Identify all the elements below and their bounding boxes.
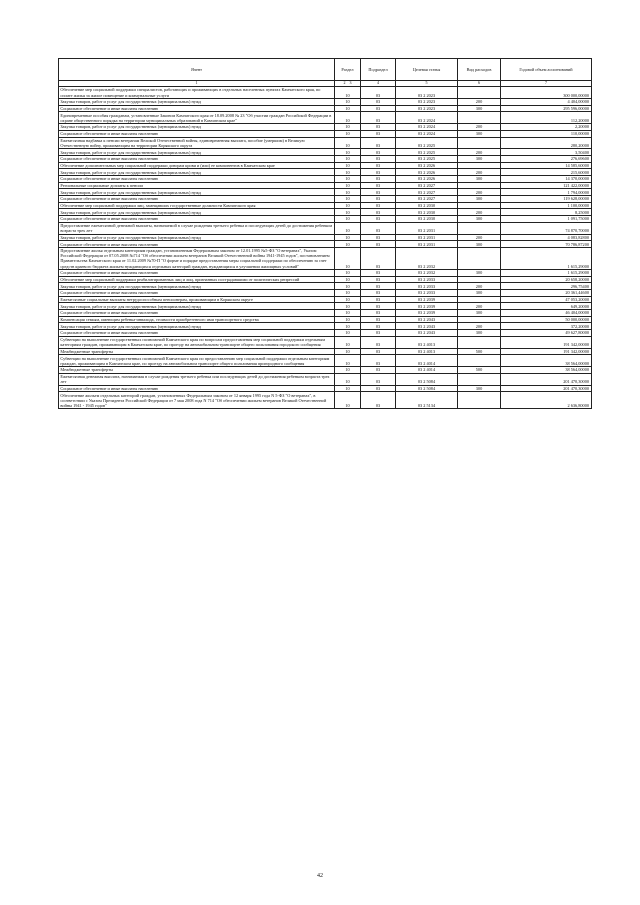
table-row	[59, 202, 592, 209]
row-expense-type-cell: 300	[458, 176, 501, 183]
row-name-cell: Закупка товаров, работ и услуг для государственных (муниципальных) нужд	[59, 124, 335, 131]
row-name-cell: Закупка товаров, работ и услуг для государственных (муниципальных) нужд	[59, 303, 335, 310]
header-row	[59, 59, 592, 81]
row-amount-cell: 215,60000	[501, 169, 592, 176]
row-razdel-cell: 10	[335, 234, 361, 241]
row-amount-cell: 2,20000	[501, 124, 592, 131]
row-razdel-cell: 10	[335, 316, 361, 323]
row-razdel-cell: 10	[335, 385, 361, 392]
row-expense-type-cell	[458, 336, 501, 348]
row-expense-type-cell: 300	[458, 269, 501, 276]
row-podrazdel-cell: 03	[361, 176, 396, 183]
row-podrazdel-cell: 03	[361, 162, 396, 169]
row-name-cell: Социальное обеспечение и иные выплаты населению	[59, 290, 335, 297]
row-target-article-cell: 03 2 2033	[396, 276, 458, 283]
header-razdel: Раздел	[335, 59, 361, 81]
row-podrazdel-cell: 03	[361, 316, 396, 323]
row-expense-type-cell	[458, 248, 501, 270]
row-razdel-cell: 10	[335, 98, 361, 105]
row-target-article-cell: 03 2 2025	[396, 155, 458, 162]
row-expense-type-cell: 300	[458, 330, 501, 337]
row-podrazdel-cell: 03	[361, 169, 396, 176]
row-podrazdel-cell: 03	[361, 392, 396, 409]
row-target-article-cell: 03 2 2039	[396, 310, 458, 317]
table-body	[59, 80, 592, 409]
row-target-article-cell: 03 2 2026	[396, 176, 458, 183]
row-target-article-cell: 03 2 2033	[396, 283, 458, 290]
row-podrazdel-cell: 03	[361, 196, 396, 203]
row-podrazdel-cell: 03	[361, 330, 396, 337]
row-podrazdel-cell: 03	[361, 290, 396, 297]
row-name-cell: Социальное обеспечение и иные выплаты населению	[59, 155, 335, 162]
row-razdel-cell: 10	[335, 248, 361, 270]
row-name-cell: Социальное обеспечение и иные выплаты населению	[59, 241, 335, 248]
row-name-cell: Социальное обеспечение и иные выплаты населению	[59, 176, 335, 183]
row-amount-cell: 191 342,00000	[501, 336, 592, 348]
header-annual-amount: Годовой объем ассигнований	[501, 59, 592, 81]
table-row	[59, 87, 592, 99]
table-row	[59, 367, 592, 374]
table-row	[59, 310, 592, 317]
row-razdel-cell: 10	[335, 330, 361, 337]
row-amount-cell: 20 658,20000	[501, 276, 592, 283]
row-target-article-cell: 03 2 2030	[396, 202, 458, 209]
row-name-cell: Межбюджетные трансферты	[59, 367, 335, 374]
row-amount-cell: 1 100,00000	[501, 202, 592, 209]
row-razdel-cell: 10	[335, 336, 361, 348]
row-razdel-cell: 10	[335, 310, 361, 317]
row-target-article-cell: 03 2 5134	[396, 392, 458, 409]
row-target-article-cell: 03 2 2026	[396, 162, 458, 169]
row-amount-cell: 3,50400	[501, 149, 592, 156]
table-row	[59, 276, 592, 283]
row-amount-cell: 201 470,30000	[501, 373, 592, 385]
table-row	[59, 373, 592, 385]
row-razdel-cell: 10	[335, 222, 361, 234]
row-name-cell: Социальное обеспечение и иные выплаты населению	[59, 130, 335, 137]
row-amount-cell: 191 342,00000	[501, 348, 592, 355]
row-razdel-cell: 10	[335, 296, 361, 303]
row-razdel-cell: 10	[335, 130, 361, 137]
page-number: 42	[317, 873, 323, 879]
header-target-article: Целевая статья	[396, 59, 458, 81]
table-row	[59, 169, 592, 176]
row-amount-cell: 276,69600	[501, 155, 592, 162]
row-amount-cell: 47 053,20000	[501, 296, 592, 303]
table-row	[59, 216, 592, 223]
table-row	[59, 149, 592, 156]
row-name-cell: Ежемесячные социальные выплаты нетрудоспособным пенсионерам, проживающим в Корякском округе	[59, 296, 335, 303]
row-name-cell: Обеспечение мер социальной поддержки лиц, замещавших государственные должности Камчатского края	[59, 202, 335, 209]
row-name-cell: Закупка товаров, работ и услуг для государственных (муниципальных) нужд	[59, 98, 335, 105]
row-expense-type-cell	[458, 202, 501, 209]
row-amount-cell: 14 370,00000	[501, 176, 592, 183]
row-amount-cell: 4 083,82800	[501, 234, 592, 241]
row-podrazdel-cell: 03	[361, 296, 396, 303]
header-expense-type: Вид расходов	[458, 59, 501, 81]
row-target-article-cell: 03 2 2039	[396, 296, 458, 303]
row-amount-cell: 1 794,00000	[501, 189, 592, 196]
row-name-cell: Компенсация семьям, имеющим ребенка-инвалида, стоимости приобретенного ими транспортного средства	[59, 316, 335, 323]
row-expense-type-cell: 500	[458, 367, 501, 374]
row-name-cell: Ежемесячная денежная выплата, назначаемая в случае рождения третьего ребенка или последующих детей до достижения ребенком возраста трех лет	[59, 373, 335, 385]
column-number: 4	[361, 80, 396, 87]
row-podrazdel-cell: 03	[361, 367, 396, 374]
row-name-cell: Закупка товаров, работ и услуг для государственных (муниципальных) нужд	[59, 209, 335, 216]
row-target-article-cell: 03 2 4014	[396, 367, 458, 374]
row-expense-type-cell: 200	[458, 189, 501, 196]
row-target-article-cell: 03 2 2031	[396, 234, 458, 241]
column-number: 1	[59, 80, 335, 87]
row-expense-type-cell: 200	[458, 98, 501, 105]
row-expense-type-cell	[458, 112, 501, 124]
row-razdel-cell: 10	[335, 323, 361, 330]
row-name-cell: Региональные социальные доплаты к пенсии	[59, 182, 335, 189]
row-target-article-cell: 03 2 4013	[396, 336, 458, 348]
row-target-article-cell: 03 2 2027	[396, 196, 458, 203]
row-amount-cell: 1 091,75000	[501, 216, 592, 223]
row-razdel-cell: 10	[335, 348, 361, 355]
row-target-article-cell: 03 2 5084	[396, 373, 458, 385]
row-podrazdel-cell: 03	[361, 348, 396, 355]
column-number: 6	[458, 80, 501, 87]
row-expense-type-cell: 200	[458, 234, 501, 241]
table-row	[59, 336, 592, 348]
row-expense-type-cell	[458, 373, 501, 385]
row-podrazdel-cell: 03	[361, 155, 396, 162]
table-row	[59, 316, 592, 323]
row-name-cell: Обеспечение мер социальной поддержки реабилитированных лиц и лиц, признанных пострадавшими от политических репрессий	[59, 276, 335, 283]
row-expense-type-cell: 300	[458, 310, 501, 317]
table-row	[59, 196, 592, 203]
row-podrazdel-cell: 03	[361, 276, 396, 283]
row-razdel-cell: 10	[335, 303, 361, 310]
row-expense-type-cell	[458, 162, 501, 169]
row-amount-cell: 20 361,44600	[501, 290, 592, 297]
row-podrazdel-cell: 03	[361, 130, 396, 137]
row-target-article-cell: 03 2 2032	[396, 269, 458, 276]
row-razdel-cell: 10	[335, 196, 361, 203]
table-row	[59, 355, 592, 367]
budget-table-sheet	[58, 58, 591, 409]
row-razdel-cell: 10	[335, 276, 361, 283]
table-row	[59, 209, 592, 216]
table-row	[59, 392, 592, 409]
row-expense-type-cell	[458, 316, 501, 323]
row-razdel-cell: 10	[335, 269, 361, 276]
row-podrazdel-cell: 03	[361, 87, 396, 99]
row-amount-cell: 121 422,00000	[501, 182, 592, 189]
row-amount-cell: 1 615,29000	[501, 248, 592, 270]
table-row	[59, 323, 592, 330]
row-name-cell: Предоставление ежемесячной денежной выплаты, назначаемой в случае рождения третьего ребенка и последующих детей до достижения ребенком возраста трех лет	[59, 222, 335, 234]
table-row	[59, 189, 592, 196]
row-podrazdel-cell: 03	[361, 98, 396, 105]
table-row	[59, 248, 592, 270]
row-razdel-cell: 10	[335, 367, 361, 374]
table-row	[59, 124, 592, 131]
row-name-cell: Социальное обеспечение и иные выплаты населению	[59, 105, 335, 112]
row-podrazdel-cell: 03	[361, 385, 396, 392]
row-podrazdel-cell: 03	[361, 234, 396, 241]
table-row	[59, 162, 592, 169]
row-name-cell: Ежемесячная надбавка к пенсии ветеранам Великой Отечественной войны, единовременная выплата, пособие (умершим) в Великую Отечественную войну, проживающим на территории Корякского округа	[59, 137, 335, 149]
row-name-cell: Закупка товаров, работ и услуг для государственных (муниципальных) нужд	[59, 234, 335, 241]
row-amount-cell: 70 786,87200	[501, 241, 592, 248]
row-amount-cell: 119 628,00000	[501, 196, 592, 203]
row-podrazdel-cell: 03	[361, 336, 396, 348]
row-name-cell: Социальное обеспечение и иные выплаты населению	[59, 310, 335, 317]
row-target-article-cell: 03 2 2031	[396, 241, 458, 248]
row-expense-type-cell: 200	[458, 323, 501, 330]
row-amount-cell: 112,20000	[501, 112, 592, 124]
row-target-article-cell: 03 2 2043	[396, 323, 458, 330]
row-amount-cell: 38 564,00000	[501, 355, 592, 367]
row-expense-type-cell	[458, 296, 501, 303]
table-row	[59, 222, 592, 234]
row-podrazdel-cell: 03	[361, 112, 396, 124]
row-expense-type-cell: 300	[458, 196, 501, 203]
row-expense-type-cell: 300	[458, 130, 501, 137]
row-target-article-cell: 03 2 2030	[396, 216, 458, 223]
row-podrazdel-cell: 03	[361, 149, 396, 156]
row-razdel-cell: 10	[335, 162, 361, 169]
row-razdel-cell: 10	[335, 124, 361, 131]
row-podrazdel-cell: 03	[361, 137, 396, 149]
row-target-article-cell: 03 2 2023	[396, 98, 458, 105]
row-podrazdel-cell: 03	[361, 105, 396, 112]
row-expense-type-cell	[458, 222, 501, 234]
row-razdel-cell: 10	[335, 137, 361, 149]
row-razdel-cell: 10	[335, 355, 361, 367]
row-target-article-cell: 03 2 2023	[396, 87, 458, 99]
table-row	[59, 330, 592, 337]
row-podrazdel-cell: 03	[361, 248, 396, 270]
row-target-article-cell: 03 2 2026	[396, 169, 458, 176]
row-amount-cell: 1 615,29000	[501, 269, 592, 276]
row-amount-cell: 2 636,80000	[501, 392, 592, 409]
row-podrazdel-cell: 03	[361, 216, 396, 223]
row-podrazdel-cell: 03	[361, 269, 396, 276]
row-name-cell: Межбюджетные трансферты	[59, 348, 335, 355]
row-razdel-cell: 10	[335, 241, 361, 248]
row-amount-cell: 4 404,00000	[501, 98, 592, 105]
row-name-cell: Предоставление жилья отдельным категориям граждан, установленным Федеральным законом от 12.01.1995 №5-ФЗ "О ветеранах", Указом Российской Федерации от 07.05.2008 №714 "Об обеспечении жильем ветеранов Великой Отечественной войны 1941-1945 годов", постановлением Правительства Камчатского края от 11.02.2009 №70-П "О форме и порядке предоставления меры социальной поддержки по обеспечению за счет средств краевого бюджета жильем нуждающихся отдельных категорий граждан, нуждающихся в улучшении жилищных условий"	[59, 248, 335, 270]
row-name-cell: Закупка товаров, работ и услуг для государственных (муниципальных) нужд	[59, 283, 335, 290]
table-row	[59, 176, 592, 183]
row-amount-cell: 649,20000	[501, 303, 592, 310]
row-target-article-cell: 03 2 2031	[396, 222, 458, 234]
row-expense-type-cell: 300	[458, 290, 501, 297]
row-target-article-cell: 03 2 4014	[396, 355, 458, 367]
row-target-article-cell: 03 2 2027	[396, 182, 458, 189]
row-amount-cell: 372,20000	[501, 323, 592, 330]
row-razdel-cell: 10	[335, 290, 361, 297]
row-target-article-cell: 03 2 5084	[396, 385, 458, 392]
budget-table	[58, 58, 592, 409]
column-number: 7	[501, 80, 592, 87]
row-target-article-cell: 03 2 2032	[396, 248, 458, 270]
row-razdel-cell: 10	[335, 176, 361, 183]
header-podrazdel: Подраздел	[361, 59, 396, 81]
row-amount-cell: 50 000,00000	[501, 316, 592, 323]
row-razdel-cell: 10	[335, 155, 361, 162]
row-target-article-cell: 03 2 2043	[396, 330, 458, 337]
row-podrazdel-cell: 03	[361, 202, 396, 209]
table-row	[59, 105, 592, 112]
table-row	[59, 296, 592, 303]
row-razdel-cell: 10	[335, 87, 361, 99]
table-row	[59, 348, 592, 355]
row-podrazdel-cell: 03	[361, 310, 396, 317]
table-row	[59, 290, 592, 297]
row-razdel-cell: 10	[335, 209, 361, 216]
row-target-article-cell: 03 2 2043	[396, 316, 458, 323]
row-razdel-cell: 10	[335, 216, 361, 223]
row-expense-type-cell: 200	[458, 303, 501, 310]
row-expense-type-cell: 500	[458, 348, 501, 355]
row-razdel-cell: 10	[335, 149, 361, 156]
row-name-cell: Социальное обеспечение и иные выплаты населению	[59, 269, 335, 276]
row-podrazdel-cell: 03	[361, 182, 396, 189]
row-name-cell: Обеспечение мер социальной поддержки специалистов, работающих и проживающих в отдельных населенных пунктах Камчатского края, по оплате жилья за жилое помещение и коммунальные услуги	[59, 87, 335, 99]
row-target-article-cell: 03 2 2025	[396, 149, 458, 156]
row-amount-cell: 201 470,30000	[501, 385, 592, 392]
table-row	[59, 182, 592, 189]
row-podrazdel-cell: 03	[361, 209, 396, 216]
row-amount-cell: 300 000,00000	[501, 87, 592, 99]
row-name-cell: Закупка товаров, работ и услуг для государственных (муниципальных) нужд	[59, 189, 335, 196]
row-podrazdel-cell: 03	[361, 355, 396, 367]
row-name-cell: Социальное обеспечение и иные выплаты населению	[59, 216, 335, 223]
row-target-article-cell: 03 2 2024	[396, 124, 458, 131]
row-amount-cell: 46 404,00000	[501, 310, 592, 317]
row-expense-type-cell: 300	[458, 216, 501, 223]
row-amount-cell: 296,75400	[501, 283, 592, 290]
row-expense-type-cell: 200	[458, 283, 501, 290]
row-expense-type-cell: 300	[458, 385, 501, 392]
table-row	[59, 241, 592, 248]
row-name-cell: Обеспечение жильем отдельных категорий граждан, установленных Федеральным законом от 12 января 1995 года N 5-ФЗ "О ветеранах", в соответствии с Указом Президента Российской Федерации от 7 мая 2008 года N 714 "Об обеспечении жильем ветеранов Великой Отечественной войны 1941 - 1945 годов"	[59, 392, 335, 409]
table-row	[59, 269, 592, 276]
row-amount-cell: 280,20000	[501, 137, 592, 149]
row-target-article-cell: 03 2 2025	[396, 137, 458, 149]
row-podrazdel-cell: 03	[361, 241, 396, 248]
row-razdel-cell: 10	[335, 112, 361, 124]
row-podrazdel-cell: 03	[361, 222, 396, 234]
row-expense-type-cell	[458, 182, 501, 189]
row-podrazdel-cell: 03	[361, 303, 396, 310]
table-row	[59, 303, 592, 310]
row-razdel-cell: 10	[335, 189, 361, 196]
row-name-cell: Обеспечение дополнительных мер социальной поддержки донорам крови и (или) ее компонентов в Камчатском крае	[59, 162, 335, 169]
row-target-article-cell: 03 2 2024	[396, 112, 458, 124]
row-amount-cell: 74 870,70000	[501, 222, 592, 234]
row-amount-cell: 295 596,00000	[501, 105, 592, 112]
column-number: 5	[396, 80, 458, 87]
row-amount-cell: 8,25000	[501, 209, 592, 216]
row-expense-type-cell: 200	[458, 209, 501, 216]
row-amount-cell: 49 627,80000	[501, 330, 592, 337]
row-razdel-cell: 10	[335, 373, 361, 385]
row-target-article-cell: 03 2 4013	[396, 348, 458, 355]
row-target-article-cell: 03 2 2030	[396, 209, 458, 216]
row-expense-type-cell: 200	[458, 169, 501, 176]
row-target-article-cell: 03 2 2024	[396, 130, 458, 137]
row-amount-cell: 14 585,60000	[501, 162, 592, 169]
row-podrazdel-cell: 03	[361, 373, 396, 385]
column-number: 2 3	[335, 80, 361, 87]
row-razdel-cell: 10	[335, 105, 361, 112]
table-row	[59, 234, 592, 241]
row-expense-type-cell	[458, 276, 501, 283]
row-name-cell: Социальное обеспечение и иные выплаты населению	[59, 196, 335, 203]
row-amount-cell: 38 564,00000	[501, 367, 592, 374]
row-target-article-cell: 03 2 2027	[396, 189, 458, 196]
row-amount-cell: 110,00000	[501, 130, 592, 137]
row-target-article-cell: 03 2 2033	[396, 290, 458, 297]
table-row	[59, 385, 592, 392]
table-row	[59, 155, 592, 162]
row-razdel-cell: 10	[335, 283, 361, 290]
row-name-cell: Закупка товаров, работ и услуг для государственных (муниципальных) нужд	[59, 149, 335, 156]
row-expense-type-cell	[458, 355, 501, 367]
row-expense-type-cell	[458, 87, 501, 99]
row-podrazdel-cell: 03	[361, 323, 396, 330]
row-expense-type-cell: 200	[458, 124, 501, 131]
row-name-cell: Единовременные пособия гражданам, установленные Законом Камчатского края от 18.09.2008 № 23 "Об участии граждан Российской Федерации в охране общественного порядка на территории муниципальных образований в Камчатском крае"	[59, 112, 335, 124]
row-podrazdel-cell: 03	[361, 124, 396, 131]
row-name-cell: Социальное обеспечение и иные выплаты населению	[59, 330, 335, 337]
row-podrazdel-cell: 03	[361, 189, 396, 196]
row-razdel-cell: 10	[335, 182, 361, 189]
row-razdel-cell: 10	[335, 169, 361, 176]
row-expense-type-cell	[458, 392, 501, 409]
table-row	[59, 283, 592, 290]
row-expense-type-cell	[458, 137, 501, 149]
row-expense-type-cell: 300	[458, 241, 501, 248]
table-row	[59, 137, 592, 149]
row-name-cell: Закупка товаров, работ и услуг для государственных (муниципальных) нужд	[59, 323, 335, 330]
row-expense-type-cell: 200	[458, 149, 501, 156]
row-razdel-cell: 10	[335, 202, 361, 209]
row-name-cell: Закупка товаров, работ и услуг для государственных (муниципальных) нужд	[59, 169, 335, 176]
row-name-cell: Субвенции на выполнение государственных полномочий Камчатского края по предоставлению мер социальной поддержки отдельным категориям граждан, проживающим в Камчатском крае, по проезду на автомобильном транспорте общего пользования пригородного сообщения	[59, 355, 335, 367]
column-number-row	[59, 80, 592, 87]
table-row	[59, 98, 592, 105]
row-name-cell: Социальное обеспечение и иные выплаты населению	[59, 385, 335, 392]
row-podrazdel-cell: 03	[361, 283, 396, 290]
row-expense-type-cell: 300	[458, 105, 501, 112]
header-name: Ячент	[59, 59, 335, 81]
table-row	[59, 112, 592, 124]
row-target-article-cell: 03 2 2023	[396, 105, 458, 112]
row-razdel-cell: 10	[335, 392, 361, 409]
row-target-article-cell: 03 2 2039	[396, 303, 458, 310]
row-name-cell: Субвенции на выполнение государственных полномочий Камчатского края по вопросам предоставления мер социальной поддержки отдельным категориям граждан, проживающим в Камчатском крае, по проезду на автомобильном транспорте общего пользования городского сообщения	[59, 336, 335, 348]
table-row	[59, 130, 592, 137]
row-expense-type-cell: 300	[458, 155, 501, 162]
